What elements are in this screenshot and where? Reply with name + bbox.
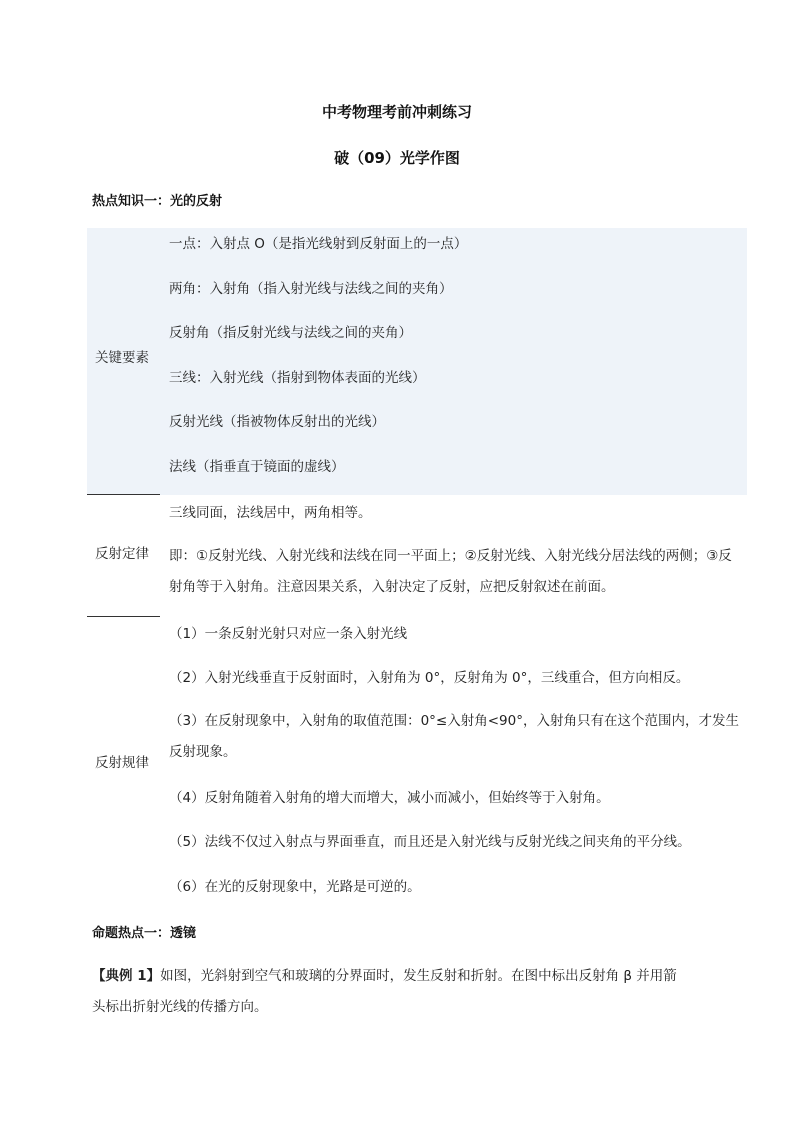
row-divider [87,494,160,495]
row-label-rules: 反射规律 [95,755,149,771]
rule-item: （2）入射光线垂直于反射面时，入射角为 0°，反射角为 0°，三线重合，但方向相反。 [169,670,690,686]
document-subtitle: 破（09）光学作图 [334,149,460,167]
rule-item: （4）反射角随着入射角的增大而增大，减小而减小，但始终等于入射角。 [169,790,610,806]
section-heading-lens: 命题热点一：透镜 [92,926,197,941]
row-label-law: 反射定律 [95,546,149,562]
key-element-line: 反射角（指反射光线与法线之间的夹角） [169,325,412,341]
rule-item: （5）法线不仅过入射点与界面垂直，而且还是入射光线与反射光线之间夹角的平分线。 [169,834,691,850]
row-divider [87,616,160,617]
key-element-line: 法线（指垂直于镜面的虚线） [169,459,345,475]
section-heading-reflection: 热点知识一：光的反射 [92,194,223,209]
law-detail: 即：①反射光线、入射光线和法线在同一平面上；②反射光线、入射光线分居法线的两侧；③反射角等于入射角。注意因果关系，入射决定了反射，应把反射叙述在前面。 [169,548,732,595]
rule-item: （3）在反射现象中，入射角的取值范围：0°≤入射角<90°，入射角只有在这个范围内，才发生反射现象。 [169,713,739,760]
key-element-line: 一点：入射点 O（是指光线射到反射面上的一点） [169,236,468,252]
example-paragraph [92,967,712,985]
document-title: 中考物理考前冲刺练习 [321,103,472,121]
key-elements-row-background [87,228,747,495]
key-element-line: 两角：入射角（指入射光线与法线之间的夹角） [169,281,453,297]
example-text: 如图，光斜射到空气和玻璃的分界面时，发生反射和折射。在图中标出反射角 β 并用箭 [160,968,677,984]
example-tag: 【典例 1】 [92,968,161,984]
rule-item: （1）一条反射光射只对应一条入射光线 [169,626,408,642]
key-element-line: 反射光线（指被物体反射出的光线） [169,414,385,430]
example-text-continued: 头标出折射光线的传播方向。 [92,999,268,1015]
rule-item: （6）在光的反射现象中，光路是可逆的。 [169,879,421,895]
law-summary: 三线同面，法线居中，两角相等。 [169,505,372,521]
row-label-key-elements: 关键要素 [95,350,149,366]
key-element-line: 三线：入射光线（指射到物体表面的光线） [169,370,426,386]
